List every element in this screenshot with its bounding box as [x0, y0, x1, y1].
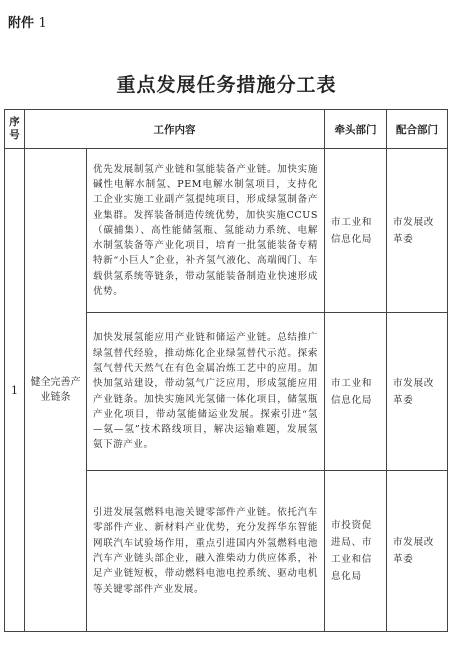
task-table: [4, 109, 448, 632]
column-header-coop: 配合部门: [387, 110, 448, 149]
cell-lead-dept: 市工业和信息化局: [325, 313, 387, 471]
cell-content: 引进发展氢燃料电池关键零部件产业链。依托汽车零部件产业、新材料产业优势，充分发挥华东智能网联汽车试验场作用，重点引进国内外氢燃料电池汽车产业链头部企业，融入淮柴动力供应体系，补足产业链短板，带动燃料电池电控系统、驱动电机等关键零部件产业发展。: [87, 471, 325, 632]
column-header-seq: 序号: [5, 110, 25, 149]
cell-content: 优先发展制氢产业链和氢能装备产业链。加快实施碱性电解水制氢、PEM电解水制氢项目，支持化工企业实施工业副产氢提纯项目，形成绿氢制备产业集群。发挥装备制造传统优势，加快实施CCUS（碳捕集）、高性能储氢瓶、氢能动力系统、电解水制氢装备等产业化项目，培育一批氢能装备专精特新“小巨人”企业，补齐氢气液化、高端阀门、车载供氢系统等链条，带动氢能装备制造业快速形成优势。: [87, 149, 325, 313]
column-header-content: 工作内容: [25, 110, 325, 149]
cell-coop-dept: 市发展改革委: [387, 149, 448, 313]
attachment-label-text: 附件: [8, 16, 35, 31]
cell-lead-dept: 市投资促进局、市工业和信息化局: [325, 471, 387, 632]
cell-coop-dept: 市发展改革委: [387, 471, 448, 632]
column-header-lead: 牵头部门: [325, 110, 387, 149]
cell-coop-dept: 市发展改革委: [387, 313, 448, 471]
row-category: 健全完善产业链条: [25, 149, 87, 632]
cell-lead-dept: 市工业和信息化局: [325, 149, 387, 313]
table-header-row: [5, 110, 448, 149]
cell-content: 加快发展氢能应用产业链和储运产业链。总结推广绿氢替代经验，推动炼化企业绿氢替代示范。探索氢气替代天然气在有色金属冶炼工艺中的应用。加快加氢站建设，带动氢气广泛应用，形成氢能应用产业链条。加快实施风光氢储一体化项目，储氢瓶产业化项目，带动氢能储运业发展。探索引进“氢—氨—氢”技术路线项目，解决运输难题，发展氢氨下游产业。: [87, 313, 325, 471]
attachment-label: [8, 12, 47, 31]
table-row: [5, 149, 448, 313]
attachment-number: 1: [38, 16, 47, 31]
page-title: 重点发展任务措施分工表: [116, 74, 337, 96]
row-index: 1: [5, 149, 25, 632]
